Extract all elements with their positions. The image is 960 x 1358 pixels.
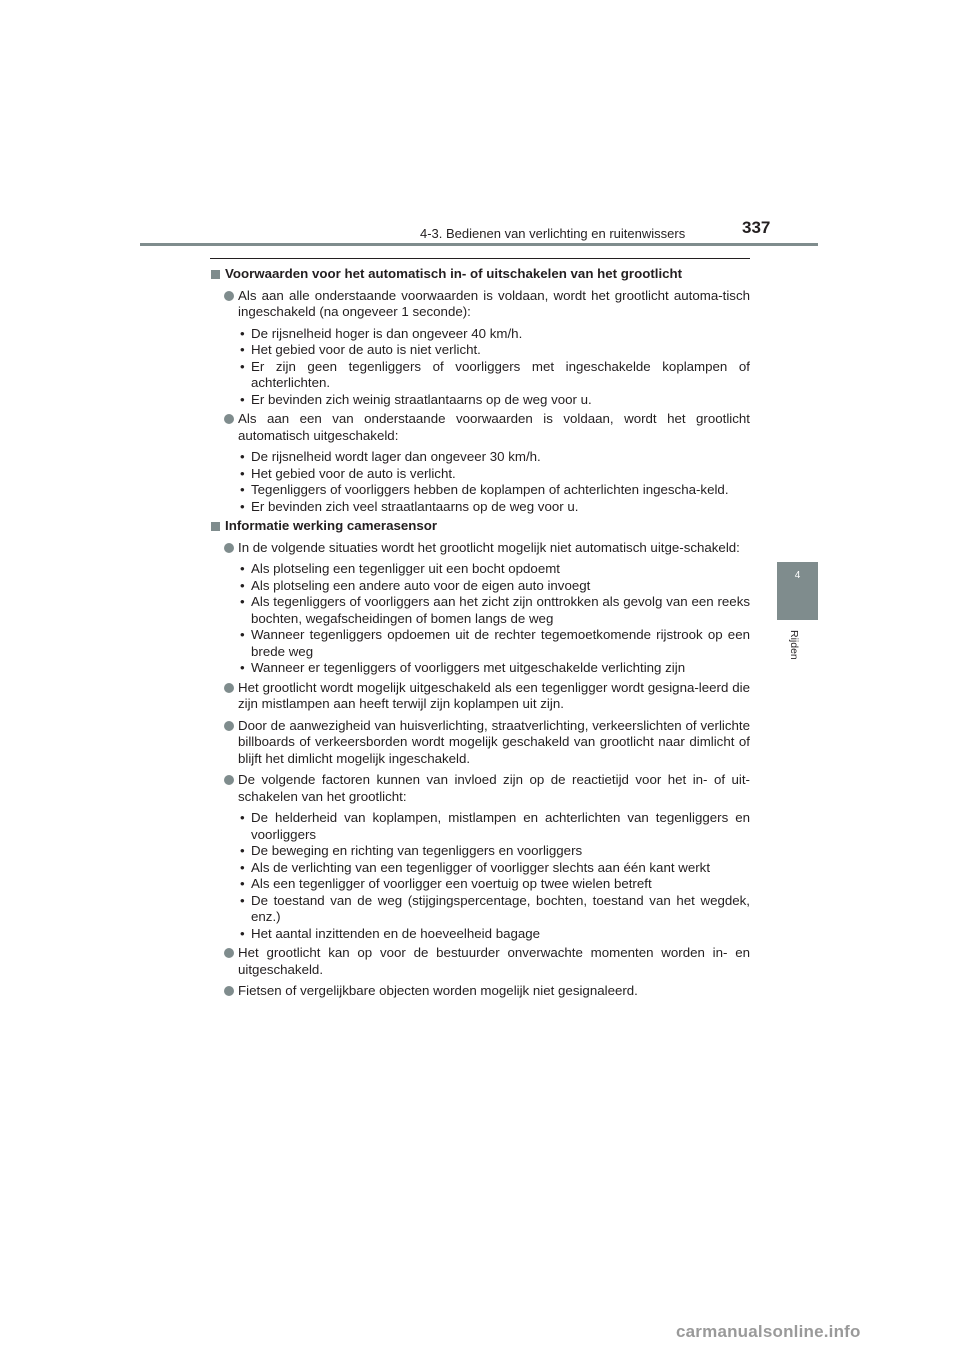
sub-list-item: • De rijsnelheid hoger is dan ongeveer 40 km/h. — [240, 325, 523, 341]
list-item — [210, 540, 750, 557]
section-title-text: Voorwaarden voor het automatisch in- of uitschakelen van het grootlicht — [225, 266, 683, 281]
circle-bullet-icon — [224, 414, 234, 424]
sub-list-item: • Wanneer tegenliggers opdoemen uit de rechter tegemoetkomende rijstrook op een brede weg — [240, 627, 750, 659]
sub-item-text: De rijsnelheid hoger is dan ongeveer 40 km/h. — [251, 325, 523, 341]
sub-list-item: • Als tegenliggers of voorliggers aan het zicht zijn onttrokken als gevolg van een reeks bochten, wegafscheidingen of bomen langs de weg — [240, 594, 750, 626]
sub-list-item: • Als een tegenligger of voorligger een voertuig op twee wielen betreft — [240, 876, 652, 891]
sub-list-item: • Het gebied voor de auto is verlicht. — [240, 465, 456, 481]
item-text: Het grootlicht wordt mogelijk uitgeschakeld als een tegenligger wordt gesigna-leerd die zijn mistlampen aan heeft terwijl zijn koplampen uit zijn. — [238, 679, 750, 711]
page-content — [210, 258, 750, 1000]
item-text: Als aan een van onderstaande voorwaarden is voldaan, wordt het grootlicht automatisch uitgeschakeld: — [238, 411, 750, 443]
sub-item-text: De rijsnelheid wordt lager dan ongeveer 30 km/h. — [251, 449, 541, 464]
sub-list — [210, 449, 750, 515]
sub-list-item: • De helderheid van koplampen, mistlampen en achterlichten van tegenliggers en voorliggers — [240, 810, 750, 842]
chapter-number: 4 — [794, 570, 801, 581]
sub-item-text: Er bevinden zich weinig straatlantaarns op de weg voor u. — [251, 391, 592, 407]
sub-list — [210, 561, 750, 677]
sub-item-text: De helderheid van koplampen, mistlampen en achterlichten van tegenliggers en voorliggers — [251, 810, 750, 842]
sub-item-text: Het gebied voor de auto is niet verlicht. — [251, 342, 481, 357]
sub-item-text: Het aantal inzittenden en de hoeveelheid bagage — [251, 925, 541, 941]
sub-list-item: • Er bevinden zich weinig straatlantaarns op de weg voor u. — [240, 391, 592, 407]
section-title-text: Informatie werking camerasensor — [225, 518, 438, 533]
list-item — [210, 680, 750, 713]
circle-bullet-icon — [224, 683, 234, 693]
sub-list-item: • Als plotseling een tegenligger uit een bocht opdoemt — [240, 561, 560, 576]
sub-item-text: Wanneer er tegenliggers of voorliggers met uitgeschakelde verlichting zijn — [251, 660, 686, 675]
chapter-label: Rijden — [788, 630, 800, 660]
sub-item-text: Als plotseling een tegenligger uit een bocht opdoemt — [251, 561, 560, 576]
sub-list-item: • De rijsnelheid wordt lager dan ongeveer 30 km/h. — [240, 449, 541, 464]
sub-list-item: • De beweging en richting van tegenliggers en voorliggers — [240, 843, 583, 858]
circle-bullet-icon — [224, 721, 234, 731]
sub-list-item: • Het aantal inzittenden en de hoeveelheid bagage — [240, 925, 541, 941]
square-bullet-icon — [211, 522, 220, 531]
sub-item-text: Wanneer tegenliggers opdoemen uit de rechter tegemoetkomende rijstrook op een brede weg — [251, 627, 750, 659]
sub-item-text: Als een tegenligger of voorligger een voertuig op twee wielen betreft — [251, 876, 652, 891]
sub-list-item: • Wanneer er tegenliggers of voorliggers met uitgeschakelde verlichting zijn — [240, 660, 686, 675]
site-watermark: carmanualsonline.info — [676, 1322, 861, 1341]
sub-item-text: Tegenliggers of voorliggers hebben de koplampen of achterlichten ingescha-keld. — [251, 482, 729, 497]
circle-bullet-icon — [224, 291, 234, 301]
header-divider — [140, 243, 818, 246]
sub-item-text: De toestand van de weg (stijgingspercentage, bochten, toestand van het wegdek, enz.) — [251, 892, 750, 924]
sub-item-text: De beweging en richting van tegenliggers en voorliggers — [251, 843, 583, 858]
sub-list-item: • Als de verlichting van een tegenligger of voorligger slechts aan één kant werkt — [240, 859, 711, 875]
sub-item-text: Als de verlichting van een tegenligger of voorligger slechts aan één kant werkt — [251, 859, 711, 875]
sub-list-item: • Tegenliggers of voorliggers hebben de koplampen of achterlichten ingescha-keld. — [240, 482, 729, 497]
item-text: Als aan alle onderstaande voorwaarden is voldaan, wordt het grootlicht automa-tisch ingeschakeld (na ongeveer 1 seconde): — [238, 287, 750, 319]
list-item — [210, 718, 750, 768]
list-item — [210, 411, 750, 444]
circle-bullet-icon — [224, 948, 234, 958]
sub-item-text: Er zijn geen tegenliggers of voorliggers met ingeschakelde koplampen of achterlichten. — [251, 358, 750, 390]
chapter-tab — [777, 562, 818, 620]
item-text: In de volgende situaties wordt het grootlicht mogelijk niet automatisch uitge-schakeld: — [238, 539, 740, 555]
item-text: Door de aanwezigheid van huisverlichting, straatverlichting, verkeerslichten of verlichte billboards of verkeersborden wordt mogelijk geschakeld van grootlicht naar dimlicht of blijft het dimlicht mogelijk ingeschakeld. — [238, 717, 750, 766]
list-item — [210, 288, 750, 321]
sub-list-item: • Het gebied voor de auto is niet verlicht. — [240, 342, 481, 357]
list-item — [210, 945, 750, 978]
sub-list-item: • De toestand van de weg (stijgingspercentage, bochten, toestand van het wegdek, enz.) — [240, 892, 750, 924]
circle-bullet-icon — [224, 543, 234, 553]
section-divider — [210, 258, 750, 259]
header-section-title: 4-3. Bedienen van verlichting en ruitenwissers — [420, 226, 686, 241]
page-number: 337 — [742, 218, 771, 237]
sub-item-text: Er bevinden zich veel straatlantaarns op de weg voor u. — [251, 498, 579, 514]
item-text: Het grootlicht kan op voor de bestuurder onverwachte momenten worden in- en uitgeschakeld. — [238, 945, 750, 977]
item-text: De volgende factoren kunnen van invloed zijn op de reactietijd voor het in- of uit-schakelen van het grootlicht: — [238, 772, 750, 804]
sub-item-text: Het gebied voor de auto is verlicht. — [251, 465, 456, 481]
sub-list — [210, 326, 750, 409]
section-title — [210, 266, 750, 283]
item-text: Fietsen of vergelijkbare objecten worden mogelijk niet gesignaleerd. — [238, 983, 638, 998]
list-item — [210, 772, 750, 805]
sub-list-item: • Als plotseling een andere auto voor de eigen auto invoegt — [240, 577, 591, 593]
sub-item-text: Als tegenliggers of voorliggers aan het zicht zijn onttrokken als gevolg van een reeks bochten, wegafscheidingen of bomen langs de weg — [251, 594, 750, 626]
square-bullet-icon — [211, 270, 220, 279]
circle-bullet-icon — [224, 775, 234, 785]
section-title — [210, 518, 750, 535]
sub-item-text: Als plotseling een andere auto voor de eigen auto invoegt — [251, 577, 591, 593]
list-item — [210, 983, 750, 1000]
circle-bullet-icon — [224, 986, 234, 996]
sub-list-item: • Er bevinden zich veel straatlantaarns op de weg voor u. — [240, 498, 579, 514]
sub-list — [210, 810, 750, 942]
sub-list-item: • Er zijn geen tegenliggers of voorliggers met ingeschakelde koplampen of achterlichten. — [240, 358, 750, 390]
